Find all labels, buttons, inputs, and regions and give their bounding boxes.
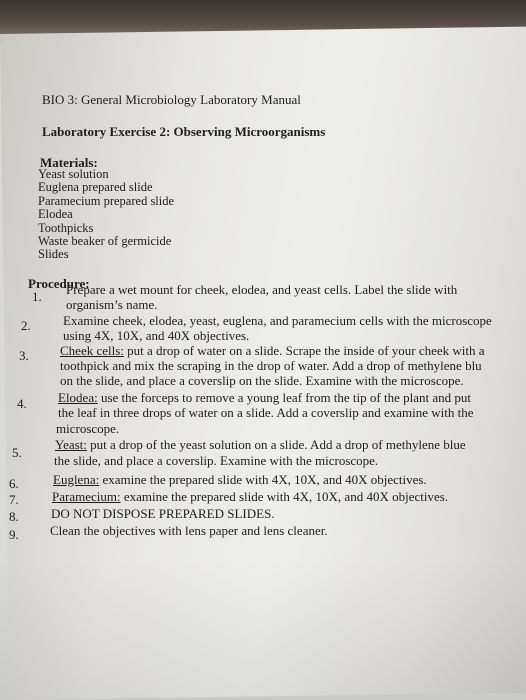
step-line: Examine cheek, elodea, yeast, euglena, and paramecium cells with the microscope — [63, 313, 492, 328]
step-number: 2. — [21, 318, 31, 333]
step-label-elodea: Elodea: — [58, 390, 98, 405]
step-number: 5. — [12, 445, 22, 460]
step-label-yeast: Yeast: — [55, 437, 87, 452]
step-line: using 4X, 10X, and 40X objectives. — [63, 328, 250, 343]
materials-item: Toothpicks — [38, 220, 94, 235]
step-line: Yeast: put a drop of the yeast solution on a slide. Add a drop of methylene blue — [55, 437, 466, 452]
step-line: organism’s name. — [66, 297, 158, 312]
materials-item: Slides — [38, 247, 69, 262]
materials-item: Yeast solution — [38, 167, 109, 181]
step-label-paramecium: Paramecium: — [52, 489, 121, 504]
step-number: 3. — [19, 348, 29, 363]
step-line: Prepare a wet mount for cheek, elodea, and yeast cells. Label the slide with — [66, 282, 458, 297]
materials-list — [38, 168, 174, 262]
step-label-euglena: Euglena: — [53, 472, 100, 487]
step-number: 8. — [9, 509, 19, 524]
exercise-title: Laboratory Exercise 2: Observing Microorganisms — [42, 124, 326, 139]
materials-item: Euglena prepared slide — [38, 180, 153, 195]
step-line: the slide, and place a coverslip. Examine with the microscope. — [54, 453, 379, 468]
step-number: 4. — [17, 396, 27, 411]
procedure-heading: Procedure: — [28, 276, 90, 291]
materials-item: Waste beaker of germicide — [38, 234, 172, 249]
step-number: 9. — [9, 527, 19, 542]
paper-shadow — [0, 560, 526, 700]
materials-item: Paramecium prepared slide — [38, 193, 175, 208]
step-line: Paramecium: examine the prepared slide with 4X, 10X, and 40X objectives. — [52, 489, 449, 504]
step-number: 6. — [9, 476, 19, 491]
step-line: Elodea: use the forceps to remove a young leaf from the tip of the plant and put — [58, 390, 471, 405]
materials-heading: Materials: — [40, 155, 98, 170]
step-line: on the slide, and place a coverslip on the slide. Examine with the microscope. — [60, 373, 464, 388]
step-line: microscope. — [56, 421, 120, 436]
step-number: 7. — [9, 492, 19, 507]
step-label-cheek: Cheek cells: — [60, 343, 124, 358]
step-line: the leaf in three drops of water on a slide. Add a coverslip and examine with the — [58, 405, 474, 420]
step-line: Cheek cells: put a drop of water on a slide. Scrape the inside of your cheek with a — [60, 343, 485, 358]
manual-header: BIO 3: General Microbiology Laboratory Manual — [42, 92, 301, 107]
step-line: Clean the objectives with lens paper and lens cleaner. — [50, 523, 328, 538]
step-number: 1. — [32, 289, 42, 304]
step-line: toothpick and mix the scraping in the drop of water. Add a drop of methylene blu — [60, 358, 482, 373]
step-line: DO NOT DISPOSE PREPARED SLIDES. — [51, 506, 275, 521]
step-line: Euglena: examine the prepared slide with 4X, 10X, and 40X objectives. — [53, 472, 427, 487]
materials-item: Elodea — [38, 207, 73, 222]
